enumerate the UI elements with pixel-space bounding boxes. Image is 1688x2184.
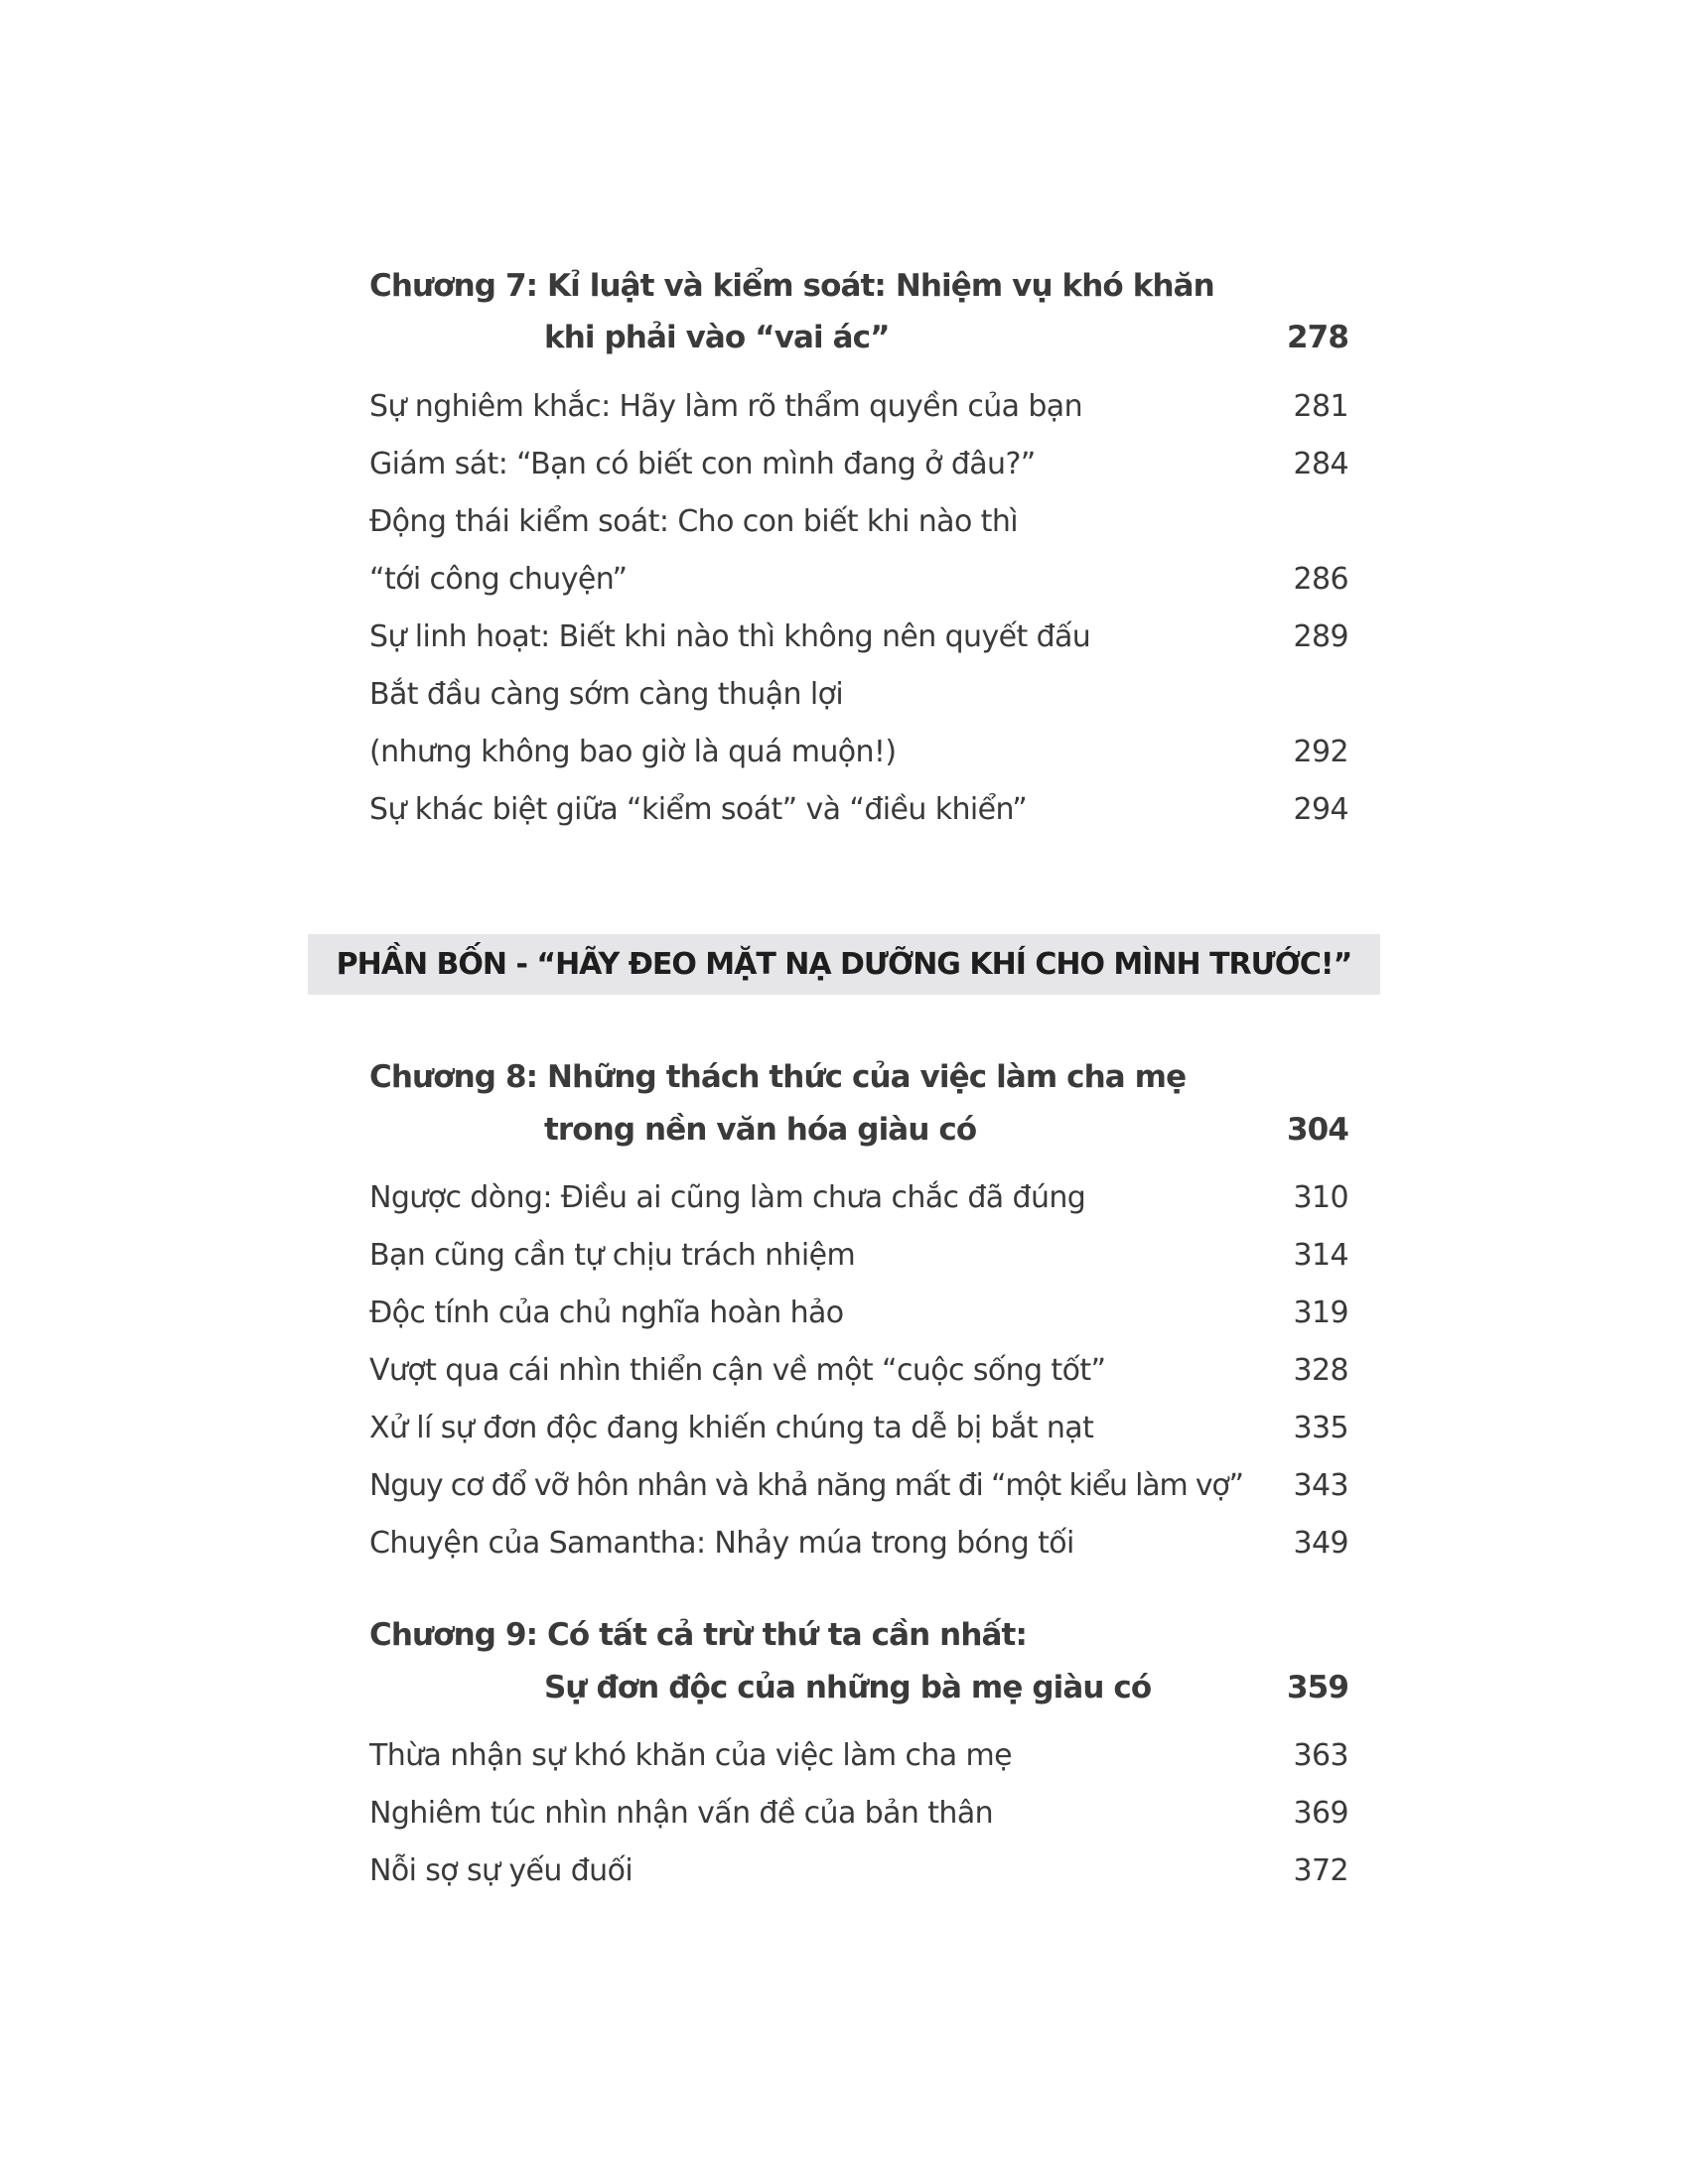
toc-entry[interactable] [369,1788,1348,1840]
entry-page-number: 284 [1293,447,1348,481]
entry-title: Nghiêm túc nhìn nhận vấn đề của bản thân [369,1796,994,1831]
chapter-title: Chương 8: Những thách thức của việc làm cha mẹ [369,1059,1187,1095]
entry-title: Thừa nhận sự khó khăn của việc làm cha mẹ [369,1738,1013,1773]
chapter-title-line[interactable] [369,1104,1348,1156]
chapter-title-line[interactable] [369,1051,1348,1103]
entry-page-number: 289 [1293,619,1348,654]
chapter-title-continued: khi phải vào “vai ác” [544,320,890,355]
toc-entry[interactable] [369,439,1348,490]
entry-page-number: 286 [1293,562,1348,597]
toc-entry[interactable] [369,1288,1348,1339]
entry-title: Nguy cơ đổ vỡ hôn nhân và khả năng mất đi “một kiểu làm vợ” [369,1468,1243,1503]
entry-title-continued: (nhưng không bao giờ là quá muộn!) [369,735,897,769]
toc-entry-continued[interactable] [369,554,1348,606]
entry-page-number: 292 [1293,735,1348,769]
entry-title: Bắt đầu càng sớm càng thuận lợi [369,677,844,712]
entry-page-number: 281 [1293,389,1348,424]
entry-title: Độc tính của chủ nghĩa hoàn hảo [369,1296,844,1330]
entry-title: Sự khác biệt giữa “kiểm soát” và “điều khiển” [369,792,1028,827]
chapter-title-line[interactable] [369,312,1348,363]
entry-title: Sự nghiêm khắc: Hãy làm rõ thẩm quyền của bạn [369,389,1083,424]
chapter-title: Chương 9: Có tất cả trừ thứ ta cần nhất: [369,1617,1027,1653]
chapter-title: Chương 7: Kỉ luật và kiểm soát: Nhiệm vụ khó khăn [369,268,1214,304]
entry-title: Động thái kiểm soát: Cho con biết khi nào thì [369,504,1018,539]
chapter-title-continued: trong nền văn hóa giàu có [544,1112,977,1148]
entry-page-number: 310 [1293,1180,1348,1215]
toc-entry[interactable] [369,496,1348,548]
entry-page-number: 294 [1293,792,1348,827]
chapter-page-number: 278 [1286,320,1348,355]
toc-entry[interactable] [369,1403,1348,1454]
entry-page-number: 314 [1293,1238,1348,1273]
entry-title: Bạn cũng cần tự chịu trách nhiệm [369,1238,856,1273]
toc-entry[interactable] [369,1345,1348,1397]
chapter-page-number: 359 [1286,1670,1348,1706]
toc-entry[interactable] [369,1172,1348,1224]
entry-page-number: 335 [1293,1411,1348,1445]
entry-title: Ngược dòng: Điều ai cũng làm chưa chắc đã đúng [369,1180,1086,1215]
toc-entry[interactable] [369,1730,1348,1782]
entry-title: Chuyện của Samantha: Nhảy múa trong bóng tối [369,1526,1074,1561]
toc-entry[interactable] [369,1230,1348,1282]
entry-title: Vượt qua cái nhìn thiển cận về một “cuộc sống tốt” [369,1353,1106,1388]
entry-page-number: 372 [1293,1853,1348,1888]
toc-entry[interactable] [369,784,1348,836]
part-heading: PHẦN BỐN - “HÃY ĐEO MẶT NẠ DƯỠNG KHÍ CHO MÌNH TRƯỚC!” [336,947,1352,982]
part-heading-band[interactable] [308,934,1380,995]
entry-title: Giám sát: “Bạn có biết con mình đang ở đâu?” [369,447,1036,481]
toc-entry[interactable] [369,381,1348,433]
entry-page-number: 363 [1293,1738,1348,1773]
toc-entry-continued[interactable] [369,727,1348,778]
entry-page-number: 369 [1293,1796,1348,1831]
toc-entry[interactable] [369,612,1348,663]
entry-title: Nỗi sợ sự yếu đuối [369,1853,633,1888]
chapter-title-line[interactable] [369,1662,1348,1713]
chapter-page-number: 304 [1286,1112,1348,1148]
toc-entry[interactable] [369,1845,1348,1897]
entry-title: Xử lí sự đơn độc đang khiến chúng ta dễ bị bắt nạt [369,1411,1094,1445]
toc-entry[interactable] [369,669,1348,721]
chapter-title-line[interactable] [369,1609,1348,1661]
entry-page-number: 349 [1293,1526,1348,1561]
toc-entry[interactable] [369,1460,1348,1512]
entry-page-number: 343 [1293,1468,1348,1503]
chapter-title-continued: Sự đơn độc của những bà mẹ giàu có [544,1670,1152,1706]
chapter-title-line[interactable] [369,260,1348,312]
entry-page-number: 328 [1293,1353,1348,1388]
entry-title: Sự linh hoạt: Biết khi nào thì không nên quyết đấu [369,619,1091,654]
entry-title-continued: “tới công chuyện” [369,562,628,597]
toc-entry[interactable] [369,1518,1348,1570]
entry-page-number: 319 [1293,1296,1348,1330]
